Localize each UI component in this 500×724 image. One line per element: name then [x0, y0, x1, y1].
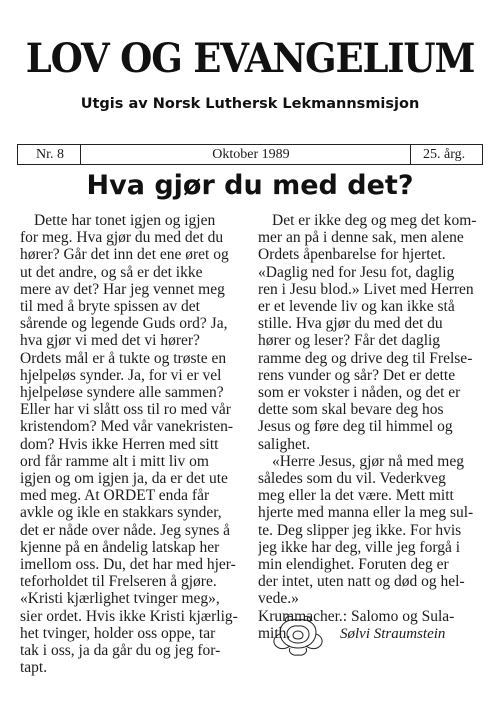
article-line: Jesus og føre deg til himmel og: [258, 418, 453, 436]
article-line: er et levende liv og kan ikke stå: [258, 298, 455, 316]
article-line: te. Deg slipper jeg ikke. For hvis: [258, 521, 462, 539]
article-line: for meg. Hva gjør du med det du: [20, 229, 224, 247]
article-line: kjenne på en åndelig latskap her: [20, 538, 220, 556]
article-line: således som du vil. Vederkveg: [258, 470, 446, 488]
article-line: teforholdet til Frelseren å gjøre.: [20, 573, 217, 591]
article-line: «Herre Jesus, gjør nå med meg: [272, 452, 464, 470]
author-signature: Sølvi Straumstein: [340, 626, 446, 642]
article-line: hører og leser? Får det daglig: [258, 332, 441, 350]
article-line: som er vokster i nåden, og det er: [258, 384, 461, 402]
rose-icon: [268, 612, 328, 658]
article-line: dom? Hvis ikke Herren med sitt: [20, 435, 219, 453]
issue-date: Oktober 1989: [212, 147, 290, 162]
article-line: mer an på i denne sak, men alene: [258, 229, 464, 247]
article-line: hva gjør vi med det vi hører?: [20, 332, 200, 350]
article-line: med meg. At ORDET enda får: [20, 487, 210, 505]
article-line: stille. Hva gjør du med det du: [258, 315, 443, 333]
article-column-left: [20, 212, 242, 676]
article-headline: Hva gjør du med det?: [86, 170, 414, 201]
article-line: mith.: [258, 624, 291, 642]
article-line: Krummacher.: Salomo og Sula-: [258, 607, 455, 625]
article-line: imellom oss. Du, det har med hjer-: [20, 556, 236, 574]
article-line: «Daglig ned for Jesu fot, daglig: [258, 263, 455, 281]
article-line: Ordets åpenbarelse for hjertet.: [258, 246, 446, 264]
article-line: min elendighet. Foruten deg er: [258, 556, 449, 574]
article-line: dette som skal bevare deg hos: [258, 401, 444, 419]
article-line: sårende og legende Guds ord? Ja,: [20, 315, 228, 333]
article-line: Det er ikke deg og meg det kom-: [272, 212, 477, 229]
issue-year: 25. årg.: [423, 147, 466, 162]
article-line: hjelpeløs synder. Ja, for vi er vel: [20, 366, 222, 384]
article-line: avkle og ikle en stakkars synder,: [20, 504, 222, 522]
article-line: kristendom? Med vår vanekristen-: [20, 418, 234, 436]
issue-divider: [410, 145, 411, 164]
article-line: hjerte med manna eller la meg sul-: [258, 504, 474, 522]
issue-number: Nr. 8: [36, 147, 64, 162]
article-line: hjelpeløse syndere alle sammen?: [20, 384, 224, 402]
article-line: igjen og om igjen ja, da er det ute: [20, 470, 228, 488]
article-line: rens vunder og sår? Det er dette: [258, 366, 456, 384]
article-line: det er nåde over nåde. Jeg synes å: [20, 521, 231, 539]
article-line: vede.»: [258, 590, 299, 608]
article-line: hører? Går det inn det ene øret og: [20, 246, 229, 264]
article-line: «Kristi kjærlighet tvinger meg»,: [20, 590, 220, 608]
masthead-title: LOV OG EVANGELIUM: [25, 34, 475, 82]
article-line: sier ordet. Hvis ikke Kristi kjærlig-: [20, 607, 238, 625]
article-line: der intet, uten natt og død og hel-: [258, 573, 465, 591]
article-line: Dette har tonet igjen og igjen: [34, 212, 216, 229]
article-line: Eller har vi slått oss til ro med vår: [20, 401, 231, 419]
article-line: het tvinger, holder oss oppe, tar: [20, 624, 216, 642]
article-line: salighet.: [258, 435, 311, 453]
article-line: ramme deg og drive deg til Frelse-: [258, 349, 473, 367]
article-line: ren i Jesu blod.» Livet med Herren: [258, 280, 474, 298]
issue-info-bar: [17, 144, 483, 165]
article-line: jeg ikke har deg, ville jeg forgå i: [258, 538, 461, 556]
article-column-right: [258, 212, 480, 642]
article-line: ord får ramme alt i mitt liv om: [20, 452, 209, 470]
article-line: tapt.: [20, 659, 48, 677]
article-line: mere av det? Har jeg vennet meg: [20, 280, 225, 298]
article-line: meg eller la det være. Mett mitt: [258, 487, 454, 505]
article-line: tak i oss, ja da går du og jeg for-: [20, 642, 221, 660]
masthead-subtitle: Utgis av Norsk Luthersk Lekmannsmisjon: [80, 96, 420, 112]
article-line: ut det andre, og så er det ikke: [20, 263, 203, 281]
article-line: Ordets mål er å tukte og trøste en: [20, 349, 227, 367]
article-line: til med å bryte spissen av det: [20, 298, 200, 316]
